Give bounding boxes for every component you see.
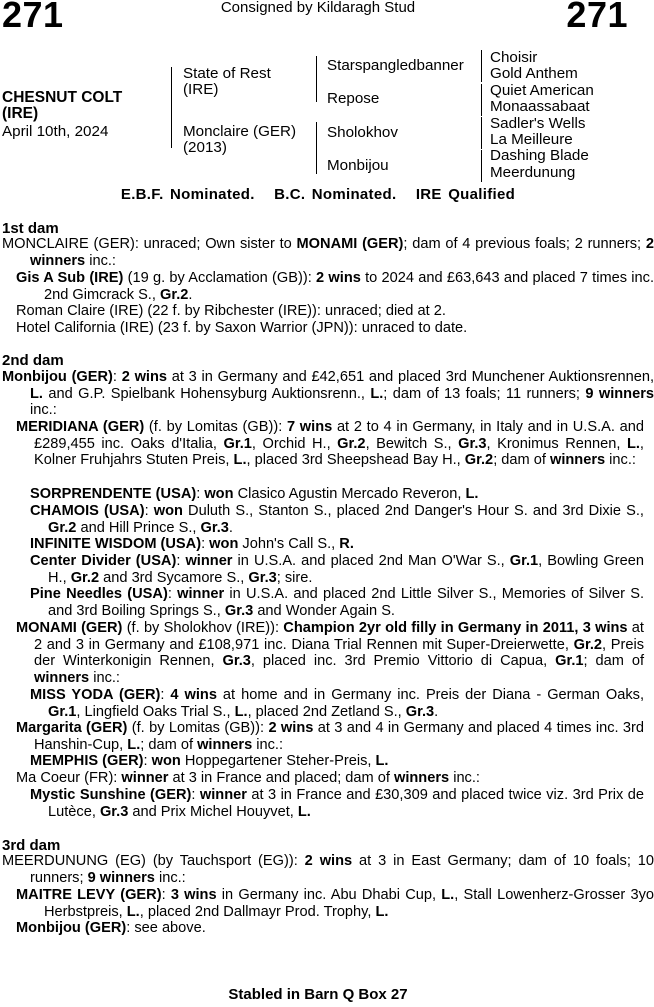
section-heading-second-dam: 2nd dam [2,352,64,369]
produce-paragraph: Pine Needles (USA): winner in U.S.A. and placed 2nd Little Silver S., Memories of Silver S. and 3rd Boiling Springs S., Gr.3 and Wonder Again S. [30,586,645,619]
foaling-date: April 10th, 2024 [2,123,109,140]
horse-name-line1: CHESNUT COLT [2,89,123,106]
pedigree-gen4-item: Monaassabaat [490,98,590,116]
produce-paragraph: MONAMI (GER) (f. by Sholokhov (IRE)): Champion 2yr old filly in Germany in 2011, 3 wins at 2 and 3 in Germany and £108,971 inc. Diana Trial Rennen mit Super-Dreierwette, Gr.2, Preis der Winterkonigin Rennen, Gr.3, placed inc. 3rd Premio Vittorio di Capua, Gr.1; dam of winners inc.: [16,620,645,686]
pedigree-sire-sire: Starspangledbanner [327,57,464,74]
produce-paragraph: Gis A Sub (IRE) (19 g. by Acclamation (GB)): 2 wins to 2024 and £63,643 and placed 7 times inc. 2nd Gimcrack S., Gr.2. [16,270,654,303]
produce-paragraph: Hotel California (IRE) (23 f. by Saxon Warrior (JPN)): unraced to date. [16,320,468,336]
lot-number-right: 271 [566,0,628,35]
horse-name-line2: (IRE) [2,105,39,122]
pedigree-bracket-2a [316,56,317,102]
pedigree-gen4-item: Gold Anthem [490,65,578,83]
pedigree-gen4-list [490,50,594,181]
pedigree-dam: Monclaire (GER) (2013) [183,123,297,157]
stabling-info: Stabled in Barn Q Box 27 [228,986,408,1003]
horse-name [2,90,122,122]
produce-paragraph: MAITRE LEVY (GER): 3 wins in Germany inc. Abu Dhabi Cup, L., Stall Lowenherz-Grosser 3yo Herbstpreis, L., placed 2nd Dallmayr Prod. Trophy, L. [16,887,654,920]
pedigree-dam-dam: Monbijou [327,157,389,174]
pedigree-bracket-1 [171,67,172,148]
produce-paragraph: INFINITE WISDOM (USA): won John's Call S., R. [30,536,354,552]
pedigree-gen4-item: Meerdunung [490,163,576,181]
pedigree-gen4-item: Choisir [490,49,538,66]
produce-paragraph: Ma Coeur (FR): winner at 3 in France and placed; dam of winners inc.: [16,770,480,786]
produce-paragraph: CHAMOIS (USA): won Duluth S., Stanton S., placed 2nd Danger's Hour S. and 3rd Dixie S., Gr.2 and Hill Prince S., Gr.3. [30,503,644,536]
pedigree-bracket-3c [481,117,482,149]
pedigree-gen4-item: Sadler's Wells [490,114,586,132]
pedigree-gen4-item: La Meilleure [490,131,573,149]
dam-paragraph: MEERDUNUNG (EG) (by Tauchsport (EG)): 2 wins at 3 in East Germany; dam of 10 foals; 10 runners; 9 winners inc.: [2,853,654,886]
pedigree-dam-sire: Sholokhov [327,124,398,141]
pedigree-gen4-item: Quiet American [490,81,594,99]
produce-paragraph: SORPRENDENTE (USA): won Clasico Agustin Mercado Reveron, L. [30,486,479,502]
lot-number-left: 271 [2,0,64,35]
section-heading-third-dam: 3rd dam [2,837,61,854]
pedigree-sire-dam: Repose [327,90,380,107]
produce-paragraph: Center Divider (USA): winner in U.S.A. and placed 2nd Man O'War S., Gr.1, Bowling Green H., Gr.2 and 3rd Sycamore S., Gr.3; sire. [30,553,644,586]
produce-paragraph: Margarita (GER) (f. by Lomitas (GB)): 2 wins at 3 and 4 in Germany and placed 4 times inc. 3rd Hanshin-Cup, L.; dam of winners inc.: [16,720,644,753]
consignor: Consigned by Kildaragh Stud [220,0,416,16]
pedigree-bracket-2b [316,122,317,174]
produce-paragraph: Monbijou (GER): see above. [16,920,206,936]
produce-paragraph: MISS YODA (GER): 4 wins at home and in Germany inc. Preis der Diana - German Oaks, Gr.1, Lingfield Oaks Trial S., L., placed 2nd Zetland S., Gr.3. [30,687,645,720]
produce-paragraph: Mystic Sunshine (GER): winner at 3 in France and £30,309 and placed twice viz. 3rd Prix de Lutèce, Gr.3 and Prix Michel Houyvet, L. [30,787,644,820]
produce-paragraph: Roman Claire (IRE) (22 f. by Ribchester (IRE)): unraced; died at 2. [16,303,446,319]
pedigree-bracket-3a [481,50,482,82]
pedigree-bracket-3b [481,84,482,116]
dam-paragraph: MONCLAIRE (GER): unraced; Own sister to MONAMI (GER); dam of 4 previous foals; 2 runners; 2 winners inc.: [2,236,654,269]
section-heading-first-dam: 1st dam [2,220,59,237]
produce-paragraph: MEMPHIS (GER): won Hoppegartener Steher-Preis, L. [30,753,389,769]
pedigree-bracket-3d [481,150,482,182]
produce-paragraph: MERIDIANA (GER) (f. by Lomitas (GB)): 7 wins at 2 to 4 in Germany, in Italy and in U.S.A. and £289,455 inc. Oaks d'Italia, Gr.1, Orchid H., Gr.2, Bewitch S., Gr.3, Kronimus Rennen, L., Kolner Fruhjahrs Stuten Preis, L., placed 3rd Sheepshead Bay H., Gr.2; dam of winners inc.: [16,419,644,469]
pedigree-gen4-item: Dashing Blade [490,147,589,165]
pedigree-sire: State of Rest (IRE) [183,65,271,99]
nominations-line: E.B.F. Nominated. B.C. Nominated. IRE Qualified [120,186,516,203]
dam-paragraph: Monbijou (GER): 2 wins at 3 in Germany and £42,651 and placed 3rd Munchener Auktionsrennen, L. and G.P. Spielbank Hohensyburg Auktionsrenn., L.; dam of 13 foals; 11 runners; 9 winners inc.: [2,369,654,419]
